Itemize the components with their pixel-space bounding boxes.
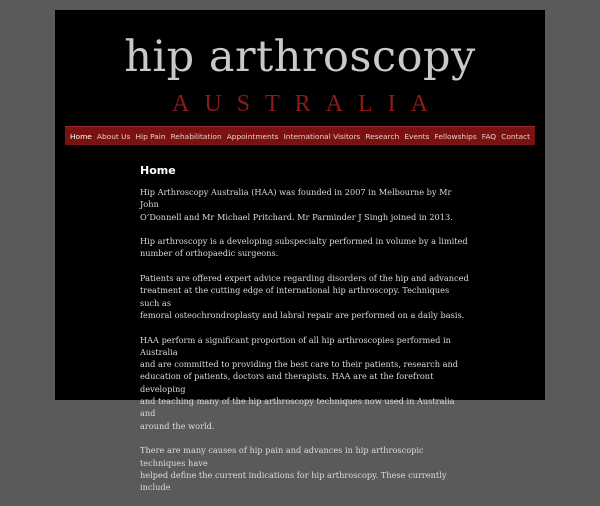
nav-item-events[interactable]: Events — [404, 131, 430, 141]
main-navigation — [65, 126, 535, 145]
nav-item-appointments[interactable]: Appointments — [226, 131, 279, 141]
nav-item-research[interactable]: Research — [365, 131, 400, 141]
paragraph-subspecialty: Hip arthroscopy is a developing subspecialty performed in volume by a limited number of orthopaedic surgeons. — [140, 236, 468, 259]
nav-item-home[interactable]: Home — [70, 131, 92, 141]
paragraph-intro: Hip Arthroscopy Australia (HAA) was founded in 2007 in Melbourne by Mr John O’Donnell and Mr Michael Pritchard. Mr Parminder J Singh joined in 2013. — [140, 187, 453, 222]
nav-item-hip-pain[interactable]: Hip Pain — [135, 131, 166, 141]
page-title: Home — [140, 164, 176, 177]
nav-item-contact[interactable]: Contact — [501, 131, 530, 141]
main-content — [140, 164, 470, 506]
paragraph-patients: Patients are offered expert advice regarding disorders of the hip and advanced treatment at the cutting edge of international hip arthroscopy. Techniques such as femoral osteochrondroplasty and labral repair are performed on a daily basis. — [140, 273, 469, 320]
paragraph-haa-perform: HAA perform a significant proportion of all hip arthroscopies performed in Australia and are committed to providing the best care to their patients, research and education of patients, doctors and therapists. HAA are at the forefront developing and teaching many of the hip arthroscopy techniques now used in Australia and around the world. — [140, 334, 458, 431]
site-logo-title[interactable]: hip arthroscopy — [124, 32, 476, 82]
paragraph-causes: There are many causes of hip pain and advances in hip arthroscopic techniques have helped define the current indications for hip arthroscopy. These currently include — [140, 445, 447, 493]
page-container — [55, 10, 545, 493]
nav-item-international-visitors[interactable]: International Visitors — [283, 131, 361, 141]
nav-item-about-us[interactable]: About Us — [96, 131, 131, 141]
nav-item-rehabilitation[interactable]: Rehabilitation — [170, 131, 222, 141]
nav-item-faq[interactable]: FAQ — [481, 131, 497, 141]
site-logo-subtitle[interactable]: AUSTRALIA — [172, 91, 443, 117]
nav-item-fellowships[interactable]: Fellowships — [434, 131, 477, 141]
